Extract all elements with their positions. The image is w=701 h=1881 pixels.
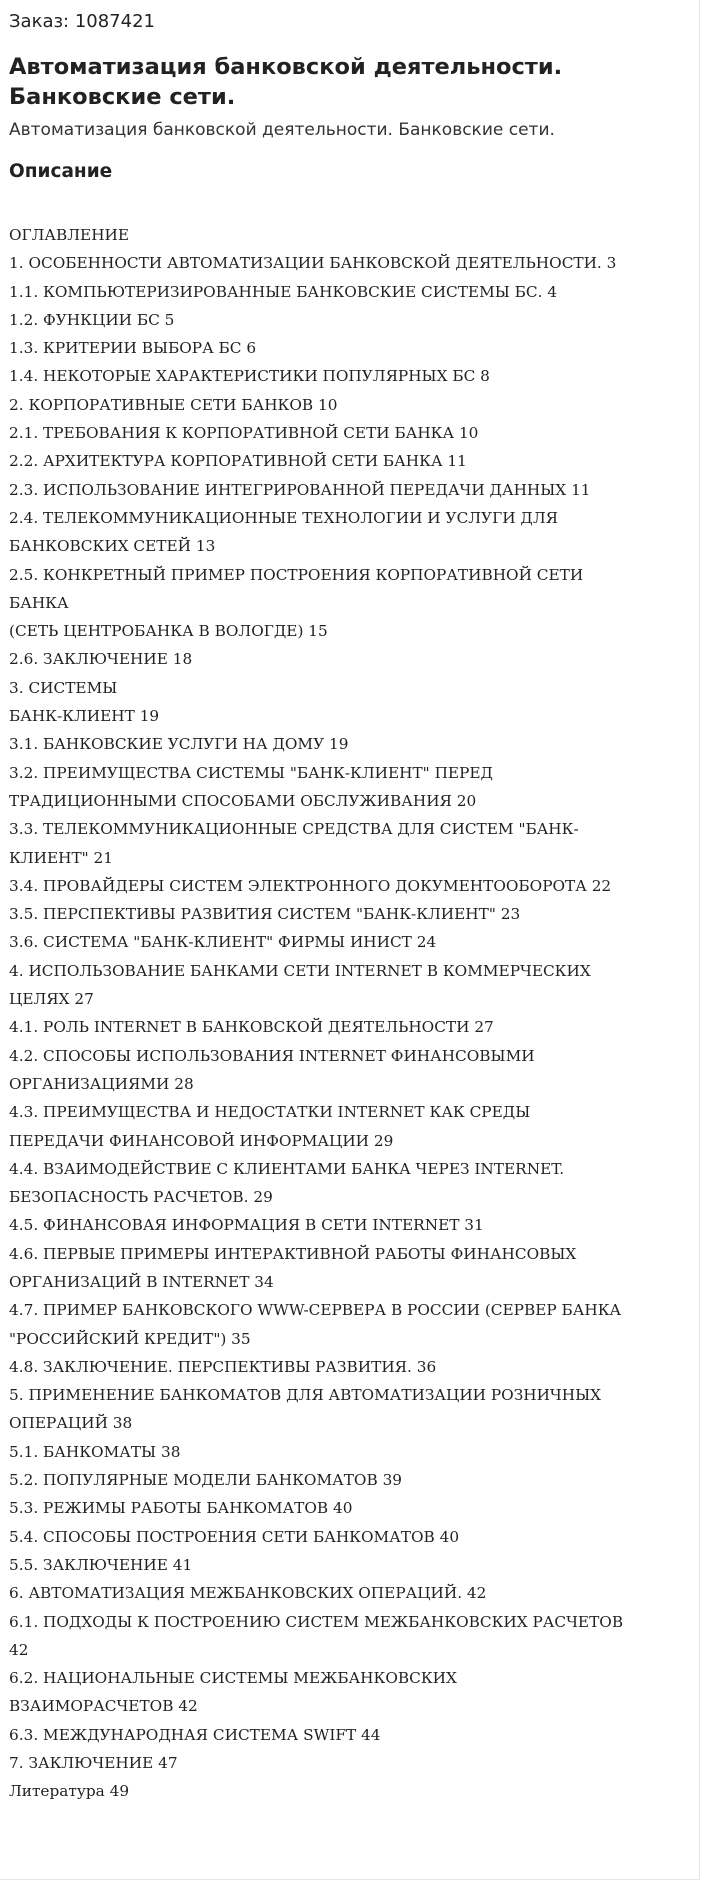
toc-line: БАНКОВСКИХ СЕТЕЙ 13 — [9, 537, 216, 556]
toc-line: 4.4. ВЗАИМОДЕЙСТВИЕ С КЛИЕНТАМИ БАНКА ЧЕРЕЗ INTERNET. — [9, 1159, 565, 1178]
toc-line: 5.2. ПОПУЛЯРНЫЕ МОДЕЛИ БАНКОМАТОВ 39 — [9, 1471, 403, 1490]
toc-line: 4.7. ПРИМЕР БАНКОВСКОГО WWW-СЕРВЕРА В РОССИИ (СЕРВЕР БАНКА — [9, 1301, 622, 1320]
toc-line: ОРГАНИЗАЦИЯМИ 28 — [9, 1074, 194, 1093]
toc-line: 5.4. СПОСОБЫ ПОСТРОЕНИЯ СЕТИ БАНКОМАТОВ 40 — [9, 1527, 460, 1546]
toc-line: 6. АВТОМАТИЗАЦИЯ МЕЖБАНКОВСКИХ ОПЕРАЦИЙ. 42 — [9, 1584, 487, 1603]
toc-line: 3.1. БАНКОВСКИЕ УСЛУГИ НА ДОМУ 19 — [9, 735, 349, 754]
toc-line: 3.3. ТЕЛЕКОММУНИКАЦИОННЫЕ СРЕДСТВА ДЛЯ СИСТЕМ "БАНК- — [9, 820, 579, 839]
toc-line: 2. КОРПОРАТИВНЫЕ СЕТИ БАНКОВ 10 — [9, 395, 338, 414]
toc-line: 4.8. ЗАКЛЮЧЕНИЕ. ПЕРСПЕКТИВЫ РАЗВИТИЯ. 36 — [9, 1357, 437, 1376]
toc-line: 6.2. НАЦИОНАЛЬНЫЕ СИСТЕМЫ МЕЖБАНКОВСКИХ — [9, 1669, 457, 1688]
toc-line: 2.5. КОНКРЕТНЫЙ ПРИМЕР ПОСТРОЕНИЯ КОРПОРАТИВНОЙ СЕТИ — [9, 565, 584, 584]
toc-line: 4.6. ПЕРВЫЕ ПРИМЕРЫ ИНТЕРАКТИВНОЙ РАБОТЫ ФИНАНСОВЫХ — [9, 1244, 577, 1263]
toc-line: 4. ИСПОЛЬЗОВАНИЕ БАНКАМИ СЕТИ INTERNET В КОММЕРЧЕСКИХ — [9, 961, 591, 980]
toc-line: 6.3. МЕЖДУНАРОДНАЯ СИСТЕМА SWIFT 44 — [9, 1725, 381, 1744]
toc-line: БАНКА — [9, 593, 69, 612]
toc-line: ОРГАНИЗАЦИЙ В INTERNET 34 — [9, 1272, 274, 1291]
title-line: Банковские сети. — [9, 84, 236, 110]
toc-line: 1.2. ФУНКЦИИ БС 5 — [9, 310, 175, 329]
toc-line: 4.2. СПОСОБЫ ИСПОЛЬЗОВАНИЯ INTERNET ФИНАНСОВЫМИ — [9, 1046, 535, 1065]
toc-line: ОПЕРАЦИЙ 38 — [9, 1414, 133, 1433]
toc-line: 3.6. СИСТЕМА "БАНК-КЛИЕНТ" ФИРМЫ ИНИСТ 24 — [9, 933, 437, 952]
toc-line: (СЕТЬ ЦЕНТРОБАНКА В ВОЛОГДЕ) 15 — [9, 622, 328, 641]
description-heading: Описание — [9, 161, 113, 182]
toc-line: 5.5. ЗАКЛЮЧЕНИЕ 41 — [9, 1555, 193, 1574]
toc-line: 2.4. ТЕЛЕКОММУНИКАЦИОННЫЕ ТЕХНОЛОГИИ И УСЛУГИ ДЛЯ — [9, 508, 558, 527]
toc-line: КЛИЕНТ" 21 — [9, 848, 114, 867]
toc-line: 4.5. ФИНАНСОВАЯ ИНФОРМАЦИЯ В СЕТИ INTERNET 31 — [9, 1216, 484, 1235]
toc-line: 3. СИСТЕМЫ — [9, 678, 118, 697]
toc-line: 2.6. ЗАКЛЮЧЕНИЕ 18 — [9, 650, 193, 669]
order-number: Заказ: 1087421 — [9, 11, 155, 32]
toc-line: 2.1. ТРЕБОВАНИЯ К КОРПОРАТИВНОЙ СЕТИ БАНКА 10 — [9, 424, 479, 443]
toc-line: БЕЗОПАСНОСТЬ РАСЧЕТОВ. 29 — [9, 1188, 273, 1207]
toc-line: 2.3. ИСПОЛЬЗОВАНИЕ ИНТЕГРИРОВАННОЙ ПЕРЕДАЧИ ДАННЫХ 11 — [9, 480, 591, 499]
toc-line: ОГЛАВЛЕНИЕ — [9, 226, 130, 244]
table-of-contents — [9, 221, 693, 1806]
title-line: Автоматизация банковской деятельности. — [9, 54, 563, 80]
toc-line: 3.4. ПРОВАЙДЕРЫ СИСТЕМ ЭЛЕКТРОННОГО ДОКУМЕНТООБОРОТА 22 — [9, 876, 612, 895]
toc-line: "РОССИЙСКИЙ КРЕДИТ") 35 — [9, 1329, 251, 1348]
toc-line: 6.1. ПОДХОДЫ К ПОСТРОЕНИЮ СИСТЕМ МЕЖБАНКОВСКИХ РАСЧЕТОВ — [9, 1612, 624, 1631]
toc-line: Литература 49 — [9, 1782, 130, 1801]
toc-line: 5.1. БАНКОМАТЫ 38 — [9, 1442, 181, 1461]
toc-line: ТРАДИЦИОННЫМИ СПОСОБАМИ ОБСЛУЖИВАНИЯ 20 — [9, 791, 477, 810]
page-title — [9, 52, 689, 112]
toc-line: 5. ПРИМЕНЕНИЕ БАНКОМАТОВ ДЛЯ АВТОМАТИЗАЦИИ РОЗНИЧНЫХ — [9, 1386, 602, 1405]
toc-line: 1.3. КРИТЕРИИ ВЫБОРА БС 6 — [9, 339, 257, 358]
toc-line: 1. ОСОБЕННОСТИ АВТОМАТИЗАЦИИ БАНКОВСКОЙ ДЕЯТЕЛЬНОСТИ. 3 — [9, 254, 617, 273]
toc-line: 7. ЗАКЛЮЧЕНИЕ 47 — [9, 1754, 178, 1773]
page-subtitle: Автоматизация банковской деятельности. Банковские сети. — [9, 120, 555, 140]
toc-line: 3.5. ПЕРСПЕКТИВЫ РАЗВИТИЯ СИСТЕМ "БАНК-КЛИЕНТ" 23 — [9, 905, 521, 924]
toc-line: 1.4. НЕКОТОРЫЕ ХАРАКТЕРИСТИКИ ПОПУЛЯРНЫХ БС 8 — [9, 367, 490, 386]
toc-line: ПЕРЕДАЧИ ФИНАНСОВОЙ ИНФОРМАЦИИ 29 — [9, 1131, 394, 1150]
toc-line: 4.3. ПРЕИМУЩЕСТВА И НЕДОСТАТКИ INTERNET КАК СРЕДЫ — [9, 1103, 531, 1122]
toc-line: 4.1. РОЛЬ INTERNET В БАНКОВСКОЙ ДЕЯТЕЛЬНОСТИ 27 — [9, 1018, 494, 1037]
toc-line: ЦЕЛЯХ 27 — [9, 990, 94, 1009]
toc-line: 2.2. АРХИТЕКТУРА КОРПОРАТИВНОЙ СЕТИ БАНКА 11 — [9, 452, 467, 471]
toc-line: 5.3. РЕЖИМЫ РАБОТЫ БАНКОМАТОВ 40 — [9, 1499, 353, 1518]
toc-line: 42 — [9, 1640, 29, 1659]
toc-line: ВЗАИМОРАСЧЕТОВ 42 — [9, 1697, 198, 1716]
toc-line: БАНК-КЛИЕНТ 19 — [9, 707, 160, 726]
toc-line: 1.1. КОМПЬЮТЕРИЗИРОВАННЫЕ БАНКОВСКИЕ СИСТЕМЫ БС. 4 — [9, 282, 558, 301]
toc-line: 3.2. ПРЕИМУЩЕСТВА СИСТЕМЫ "БАНК-КЛИЕНТ" ПЕРЕД — [9, 763, 493, 782]
